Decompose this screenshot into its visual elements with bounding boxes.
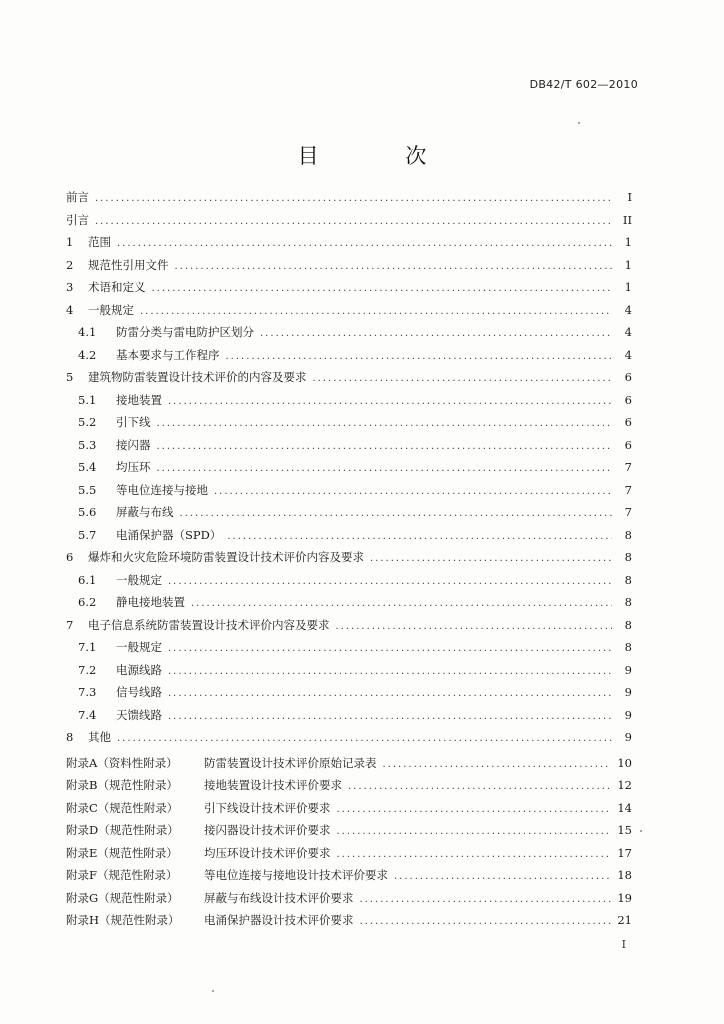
toc-entry-page: 9 bbox=[624, 662, 632, 677]
toc-dot-leader bbox=[227, 526, 612, 549]
toc-entry-page: 14 bbox=[617, 800, 632, 815]
toc-entry-title: 等电位连接与接地设计技术评价要求 bbox=[204, 868, 388, 882]
toc-entry-page: 6 bbox=[624, 437, 632, 452]
toc-entry-title: 一般规定 bbox=[116, 640, 162, 654]
toc-entry-title: 引下线设计技术评价要求 bbox=[204, 800, 331, 815]
toc-dot-leader bbox=[168, 683, 612, 706]
toc-entry-number: 附录F（规范性附录） bbox=[66, 868, 178, 882]
toc-entry-title: 规范性引用文件 bbox=[88, 257, 169, 272]
toc-entry-page: 7 bbox=[624, 460, 632, 474]
toc-entry-title: 信号线路 bbox=[116, 685, 162, 699]
toc-entry-title: 接地装置设计技术评价要求 bbox=[204, 778, 342, 792]
toc-appendix-entry[interactable] bbox=[66, 887, 632, 910]
toc-entry-title: 引下线 bbox=[116, 415, 151, 429]
toc-dot-leader bbox=[360, 889, 612, 912]
table-of-contents bbox=[66, 186, 632, 932]
toc-section-entry[interactable] bbox=[66, 366, 632, 389]
toc-entry-title: 均压环设计技术评价要求 bbox=[204, 845, 331, 860]
toc-entry-title: 术语和定义 bbox=[88, 280, 146, 294]
toc-entry-page: 9 bbox=[624, 685, 632, 699]
toc-dot-leader bbox=[336, 616, 613, 639]
toc-subsection-entry[interactable] bbox=[66, 479, 632, 502]
toc-section-entry[interactable] bbox=[66, 614, 632, 637]
toc-entry-page: 8 bbox=[624, 527, 632, 542]
toc-entry-number: 附录A（资料性附录） bbox=[66, 755, 178, 770]
toc-entry-title: 接闪器设计技术评价要求 bbox=[204, 823, 331, 837]
toc-appendix-entry[interactable] bbox=[66, 797, 632, 820]
toc-appendix-entry[interactable] bbox=[66, 752, 632, 775]
toc-entry-page: 18 bbox=[617, 868, 632, 882]
toc-dot-leader bbox=[168, 706, 612, 729]
toc-dot-leader bbox=[168, 391, 612, 414]
toc-entry-page: 8 bbox=[624, 595, 632, 609]
toc-entry-number: 2 bbox=[66, 257, 74, 272]
toc-dot-leader bbox=[226, 346, 613, 369]
toc-entry-number: 4.2 bbox=[78, 347, 97, 362]
toc-dot-leader bbox=[383, 754, 612, 777]
toc-entry-title: 建筑物防雷装置设计技术评价的内容及要求 bbox=[88, 370, 307, 384]
toc-entry-page: 8 bbox=[624, 617, 632, 632]
toc-section-entry[interactable] bbox=[66, 276, 632, 299]
toc-dot-leader bbox=[191, 593, 612, 616]
toc-entry-number: 7.2 bbox=[78, 662, 97, 677]
toc-entry-page: 6 bbox=[624, 392, 632, 407]
toc-entry-title: 天馈线路 bbox=[116, 707, 162, 722]
toc-dot-leader bbox=[168, 571, 612, 594]
toc-entry-number: 附录C（规范性附录） bbox=[66, 800, 179, 815]
standard-code: DB42/T 602—2010 bbox=[529, 78, 638, 91]
toc-entry-title: 屏蔽与布线 bbox=[116, 505, 174, 519]
toc-entry-page: 7 bbox=[624, 482, 632, 497]
toc-entry-page: II bbox=[622, 212, 632, 227]
toc-dot-leader bbox=[117, 233, 612, 256]
toc-dot-leader bbox=[157, 458, 613, 481]
toc-entry-page: 8 bbox=[624, 572, 632, 587]
toc-dot-leader bbox=[152, 278, 613, 301]
toc-entry-number: 5.3 bbox=[78, 437, 97, 452]
toc-subsection-entry[interactable] bbox=[66, 704, 632, 727]
toc-entry-number: 7.3 bbox=[78, 685, 97, 699]
toc-entry-page: I bbox=[627, 190, 632, 204]
toc-entry-page: 10 bbox=[617, 755, 632, 770]
toc-entry-number: 4 bbox=[66, 302, 74, 317]
toc-subsection-entry[interactable] bbox=[66, 681, 632, 704]
toc-dot-leader bbox=[394, 866, 611, 889]
scan-speck bbox=[578, 122, 580, 124]
toc-appendix-entry[interactable] bbox=[66, 909, 632, 932]
toc-entry-page: 15 bbox=[617, 823, 632, 837]
toc-entry-number: 附录G（规范性附录） bbox=[66, 890, 179, 905]
toc-entry-page: 4 bbox=[624, 302, 632, 317]
toc-dot-leader bbox=[168, 638, 612, 661]
toc-dot-leader bbox=[140, 301, 612, 324]
toc-entry-title: 电涌保护器设计技术评价要求 bbox=[204, 913, 354, 927]
toc-entry-title: 屏蔽与布线设计技术评价要求 bbox=[204, 890, 354, 905]
toc-entry-number: 6 bbox=[66, 550, 74, 564]
toc-entry-page: 8 bbox=[624, 640, 632, 654]
toc-entry-number: 8 bbox=[66, 730, 74, 744]
toc-entry-page: 4 bbox=[624, 347, 632, 362]
toc-entry-title: 范围 bbox=[88, 235, 111, 249]
toc-entry-title: 前言 bbox=[66, 190, 89, 204]
toc-entry-title: 等电位连接与接地 bbox=[116, 482, 208, 497]
toc-entry-number: 5 bbox=[66, 370, 74, 384]
toc-dot-leader bbox=[360, 911, 612, 934]
page-title: 目 次 bbox=[297, 144, 467, 168]
toc-entry-title: 防雷分类与雷电防护区划分 bbox=[116, 325, 254, 339]
toc-entry-number: 5.6 bbox=[78, 505, 97, 519]
toc-section-entry[interactable] bbox=[66, 209, 632, 232]
toc-entry-number: 附录B（规范性附录） bbox=[66, 778, 178, 792]
toc-appendix-entry[interactable] bbox=[66, 842, 632, 865]
toc-dot-leader bbox=[95, 211, 612, 234]
toc-entry-title: 基本要求与工作程序 bbox=[116, 347, 220, 362]
toc-dot-leader bbox=[348, 776, 611, 799]
toc-entry-page: 9 bbox=[624, 730, 632, 744]
toc-section-entry[interactable] bbox=[66, 726, 632, 749]
toc-subsection-entry[interactable] bbox=[66, 321, 632, 344]
toc-entry-number: 5.7 bbox=[78, 527, 97, 542]
toc-section-entry[interactable] bbox=[66, 546, 632, 569]
scan-speck bbox=[640, 830, 642, 832]
toc-dot-leader bbox=[157, 413, 613, 436]
toc-entry-page: 9 bbox=[624, 707, 632, 722]
toc-dot-leader bbox=[260, 323, 612, 346]
toc-entry-title: 接闪器 bbox=[116, 437, 151, 452]
toc-appendix-entry[interactable] bbox=[66, 774, 632, 797]
toc-entry-number: 5.1 bbox=[78, 392, 97, 407]
toc-entry-number: 6.1 bbox=[78, 572, 97, 587]
toc-entry-page: 21 bbox=[617, 913, 632, 927]
toc-entry-page: 8 bbox=[624, 550, 632, 564]
toc-entry-number: 附录E（规范性附录） bbox=[66, 845, 178, 860]
toc-subsection-entry[interactable] bbox=[66, 344, 632, 367]
toc-entry-title: 其他 bbox=[88, 730, 111, 744]
toc-entry-number: 5.2 bbox=[78, 415, 97, 429]
toc-entry-title: 引言 bbox=[66, 212, 89, 227]
toc-dot-leader bbox=[337, 844, 612, 867]
toc-subsection-entry[interactable] bbox=[66, 524, 632, 547]
toc-subsection-entry[interactable] bbox=[66, 659, 632, 682]
toc-entry-page: 7 bbox=[624, 505, 632, 519]
toc-entry-title: 电子信息系统防雷装置设计技术评价内容及要求 bbox=[88, 617, 330, 632]
scan-speck bbox=[212, 990, 214, 992]
toc-entry-number: 4.1 bbox=[78, 325, 97, 339]
toc-entry-page: 19 bbox=[617, 890, 632, 905]
toc-entry-title: 电源线路 bbox=[116, 662, 162, 677]
toc-entry-number: 附录D（规范性附录） bbox=[66, 823, 179, 837]
toc-dot-leader bbox=[214, 481, 612, 504]
toc-entry-page: 12 bbox=[617, 778, 632, 792]
toc-entry-title: 防雷装置设计技术评价原始记录表 bbox=[204, 755, 377, 770]
toc-entry-title: 一般规定 bbox=[88, 302, 134, 317]
toc-entry-page: 6 bbox=[624, 370, 632, 384]
toc-subsection-entry[interactable] bbox=[66, 636, 632, 659]
toc-subsection-entry[interactable] bbox=[66, 591, 632, 614]
toc-dot-leader bbox=[117, 728, 612, 751]
toc-dot-leader bbox=[337, 799, 612, 822]
toc-entry-number: 5.4 bbox=[78, 460, 97, 474]
toc-subsection-entry[interactable] bbox=[66, 389, 632, 412]
toc-dot-leader bbox=[95, 188, 612, 211]
toc-entry-number: 1 bbox=[66, 235, 74, 249]
toc-dot-leader bbox=[157, 436, 613, 459]
toc-subsection-entry[interactable] bbox=[66, 569, 632, 592]
toc-dot-leader bbox=[337, 821, 612, 844]
toc-section-entry[interactable] bbox=[66, 254, 632, 277]
toc-entry-number: 7 bbox=[66, 617, 74, 632]
toc-entry-number: 7.1 bbox=[78, 640, 97, 654]
toc-dot-leader bbox=[180, 503, 613, 526]
toc-entry-page: 17 bbox=[617, 845, 632, 860]
toc-entry-number: 6.2 bbox=[78, 595, 97, 609]
toc-section-entry[interactable] bbox=[66, 186, 632, 209]
toc-entry-title: 均压环 bbox=[116, 460, 151, 474]
toc-entry-title: 静电接地装置 bbox=[116, 595, 185, 609]
toc-entry-title: 电涌保护器（SPD） bbox=[116, 527, 222, 542]
toc-dot-leader bbox=[168, 661, 612, 684]
toc-entry-page: 1 bbox=[624, 280, 632, 294]
toc-subsection-entry[interactable] bbox=[66, 411, 632, 434]
toc-subsection-entry[interactable] bbox=[66, 434, 632, 457]
toc-dot-leader bbox=[370, 548, 612, 571]
toc-entry-page: 6 bbox=[624, 415, 632, 429]
toc-entry-number: 附录H（规范性附录） bbox=[66, 913, 180, 927]
toc-entry-page: 1 bbox=[624, 235, 632, 249]
toc-appendix-entry[interactable] bbox=[66, 819, 632, 842]
toc-dot-leader bbox=[313, 368, 613, 391]
toc-section-entry[interactable] bbox=[66, 299, 632, 322]
toc-subsection-entry[interactable] bbox=[66, 456, 632, 479]
toc-entry-page: 1 bbox=[624, 257, 632, 272]
toc-subsection-entry[interactable] bbox=[66, 501, 632, 524]
toc-entry-title: 爆炸和火灾危险环境防雷装置设计技术评价内容及要求 bbox=[88, 550, 364, 564]
toc-entry-number: 3 bbox=[66, 280, 74, 294]
toc-section-entry[interactable] bbox=[66, 231, 632, 254]
footer-page-number: I bbox=[621, 938, 626, 951]
toc-entry-title: 一般规定 bbox=[116, 572, 162, 587]
toc-entry-page: 4 bbox=[624, 325, 632, 339]
toc-entry-title: 接地装置 bbox=[116, 392, 162, 407]
toc-dot-leader bbox=[175, 256, 613, 279]
toc-entry-number: 5.5 bbox=[78, 482, 97, 497]
toc-entry-number: 7.4 bbox=[78, 707, 97, 722]
toc-appendix-entry[interactable] bbox=[66, 864, 632, 887]
